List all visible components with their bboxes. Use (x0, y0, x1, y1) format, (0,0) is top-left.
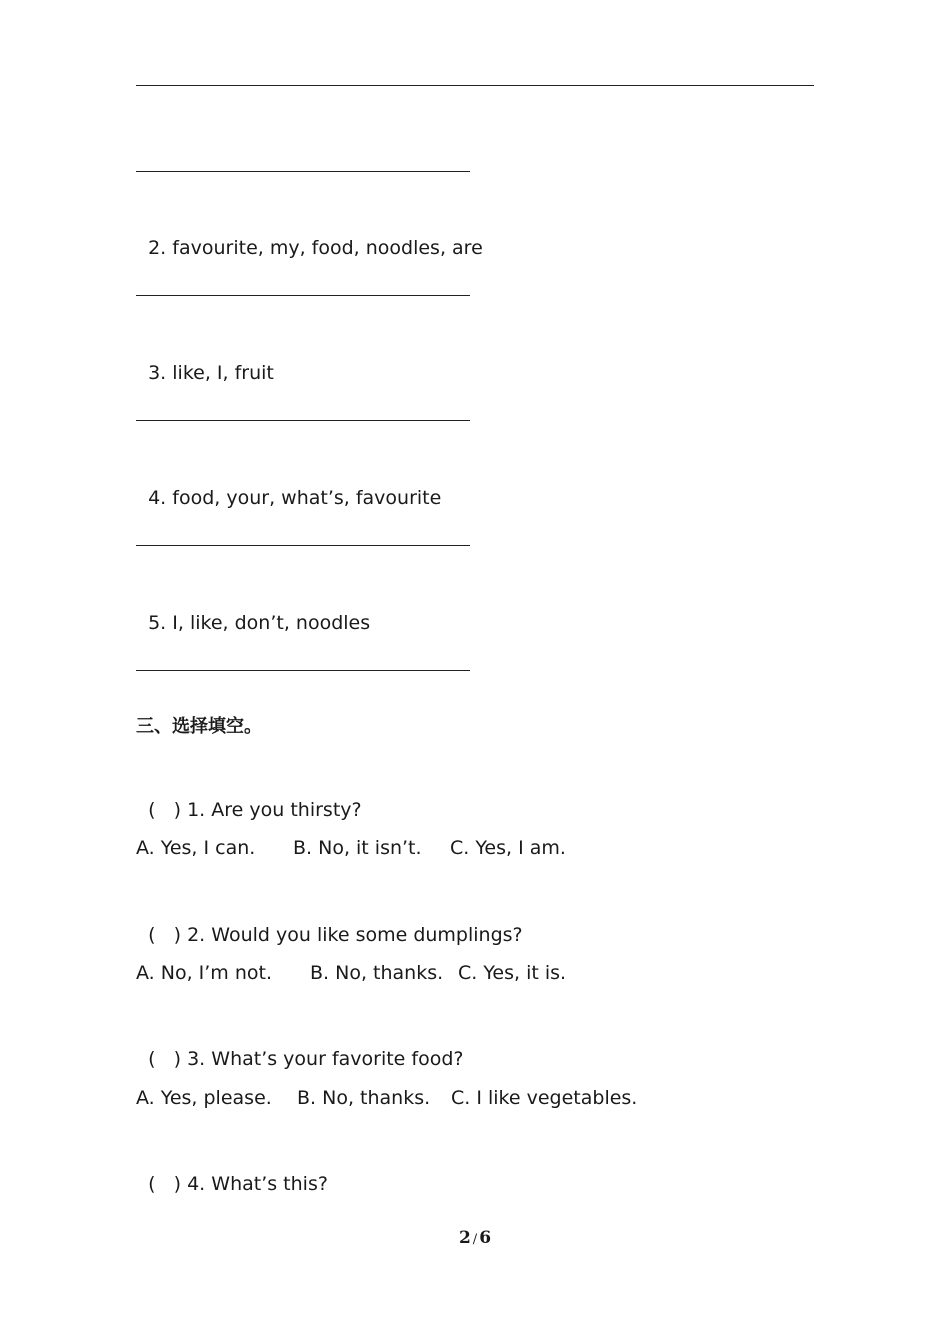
answer-bracket[interactable]: ( ) (148, 924, 182, 946)
option-a[interactable]: A. Yes, please. (136, 1087, 272, 1109)
question-text: Are you thirsty? (211, 799, 362, 821)
answer-line-2 (136, 295, 470, 296)
page-separator: / (472, 1232, 478, 1247)
option-b[interactable]: B. No, it isn’t. (293, 837, 422, 859)
mc-question-4 (136, 1148, 328, 1196)
mc-question-3 (136, 1023, 464, 1071)
section-heading: 三、选择填空。 (136, 716, 262, 737)
question-4 (136, 462, 441, 510)
answer-bracket[interactable]: ( ) (148, 1173, 182, 1195)
mc-question-2 (136, 899, 523, 947)
option-c[interactable]: C. Yes, I am. (450, 837, 566, 859)
option-b[interactable]: B. No, thanks. (297, 1087, 431, 1109)
question-3 (136, 337, 274, 385)
page-number (0, 1228, 950, 1248)
question-words: I, like, don’t, noodles (172, 612, 371, 634)
current-page: 2 (458, 1228, 471, 1248)
option-a[interactable]: A. No, I’m not. (136, 962, 273, 984)
question-words: favourite, my, food, noodles, are (172, 237, 483, 259)
mc-question-1 (136, 774, 362, 822)
answer-line-full (136, 85, 814, 86)
total-pages: 6 (479, 1228, 492, 1248)
question-number: 2. (187, 924, 206, 946)
question-number: 2. (148, 237, 167, 259)
option-c[interactable]: C. I like vegetables. (451, 1087, 638, 1109)
question-text: What’s your favorite food? (211, 1048, 464, 1070)
answer-line-1 (136, 171, 470, 172)
option-c[interactable]: C. Yes, it is. (458, 962, 567, 984)
answer-bracket[interactable]: ( ) (148, 1048, 182, 1070)
question-2 (136, 212, 483, 260)
question-number: 3. (187, 1048, 206, 1070)
answer-line-4 (136, 545, 470, 546)
question-words: food, your, what’s, favourite (172, 487, 442, 509)
answer-bracket[interactable]: ( ) (148, 799, 182, 821)
question-text: What’s this? (211, 1173, 328, 1195)
answer-line-5 (136, 670, 470, 671)
option-a[interactable]: A. Yes, I can. (136, 837, 256, 859)
question-text: Would you like some dumplings? (211, 924, 523, 946)
question-5 (136, 587, 370, 635)
question-words: like, I, fruit (172, 362, 274, 384)
option-b[interactable]: B. No, thanks. (310, 962, 444, 984)
question-number: 5. (148, 612, 167, 634)
question-number: 4. (187, 1173, 206, 1195)
question-number: 3. (148, 362, 167, 384)
question-number: 4. (148, 487, 167, 509)
question-number: 1. (187, 799, 206, 821)
answer-line-3 (136, 420, 470, 421)
